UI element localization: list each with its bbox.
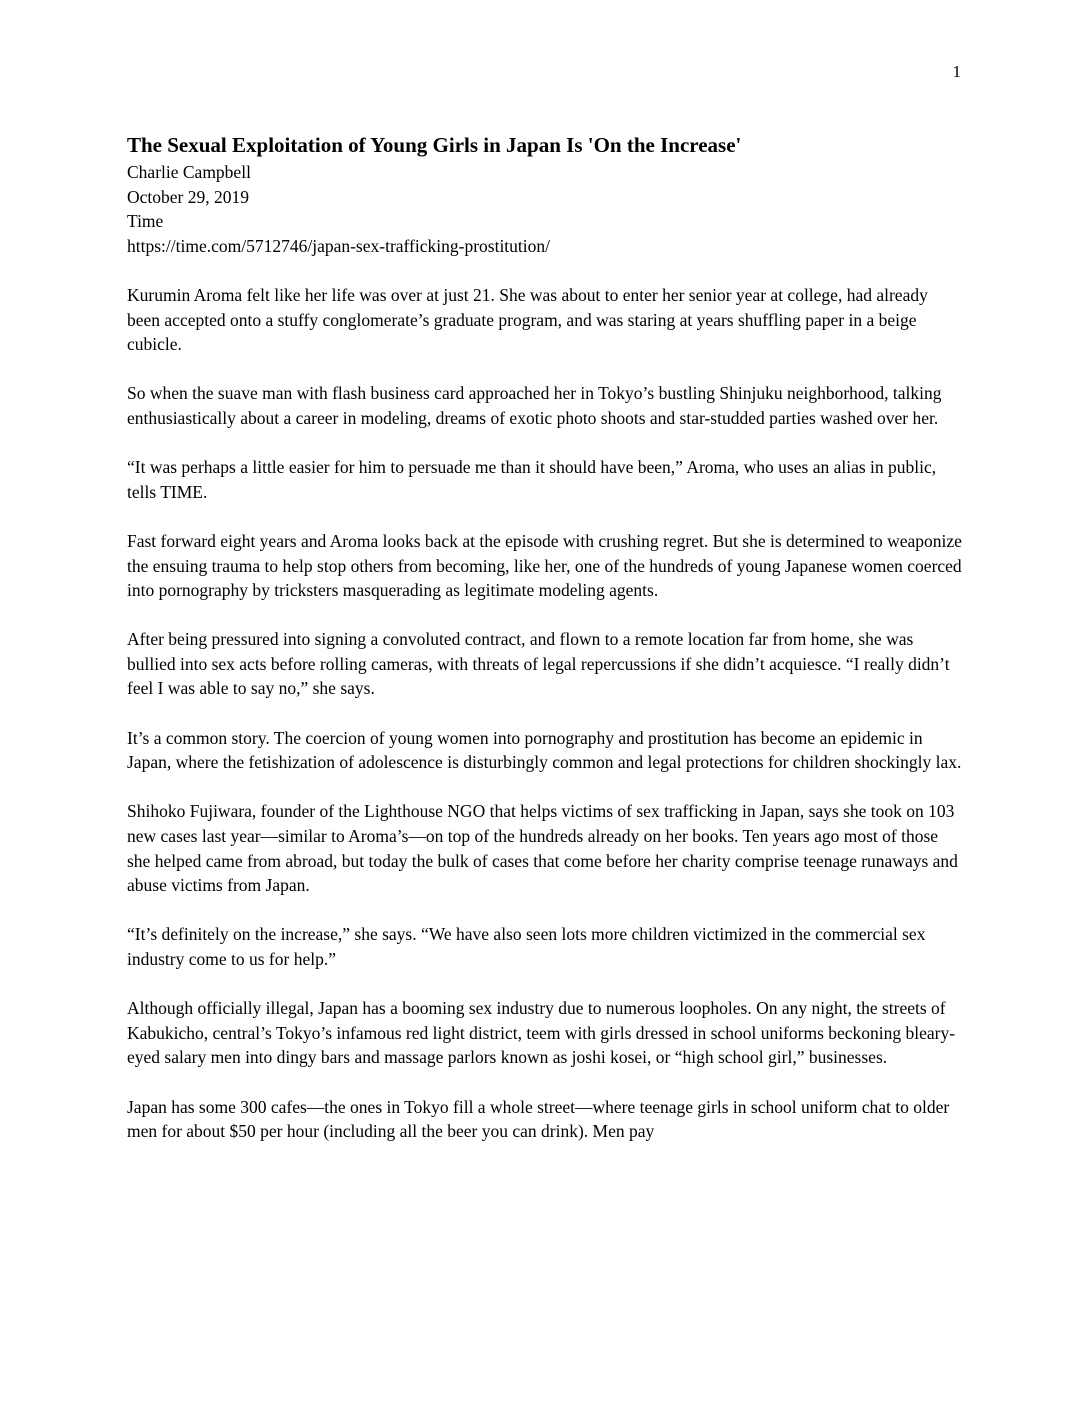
article-content	[127, 130, 965, 1144]
article-url: https://time.com/5712746/japan-sex-trafficking-prostitution/	[127, 235, 551, 256]
article-publication: Time	[127, 211, 164, 232]
paragraph: Fast forward eight years and Aroma looks back at the episode with crushing regret. But she is determined to weaponize the ensuing trauma to help stop others from becoming, like her, one of the hundreds of young Japanese women coerced into pornography by tricksters masquerading as legitimate modeling agents.	[127, 530, 962, 601]
paragraph: It’s a common story. The coercion of young women into pornography and prostitution has become an epidemic in Japan, where the fetishization of adolescence is disturbingly common and legal protections for children shockingly lax.	[127, 727, 962, 773]
paragraph: Although officially illegal, Japan has a booming sex industry due to numerous loopholes. On any night, the streets of Kabukicho, central’s Tokyo’s infamous red light district, teem with girls dressed in school uniforms beckoning bleary-eyed salary men into dingy bars and massage parlors known as joshi kosei, or “high school girl,” businesses.	[127, 998, 956, 1068]
page-number: 1	[952, 62, 961, 81]
paragraph: “It’s definitely on the increase,” she says. “We have also seen lots more children victimized in the commercial sex industry come to us for help.”	[127, 924, 926, 969]
article-title: The Sexual Exploitation of Young Girls in Japan Is 'On the Increase'	[127, 133, 742, 157]
paragraph: After being pressured into signing a convoluted contract, and flown to a remote location far from home, she was bullied into sex acts before rolling cameras, with threats of legal repercussions if she didn’t acquiesce. “I really didn’t feel I was able to say no,” she says.	[127, 629, 950, 699]
article-date: October 29, 2019	[127, 186, 249, 207]
article-author: Charlie Campbell	[127, 162, 251, 182]
paragraph: So when the suave man with flash business card approached her in Tokyo’s bustling Shinjuku neighborhood, talking enthusiastically about a career in modeling, dreams of exotic photo shoots and star-studded parties washed over her.	[127, 383, 942, 428]
paragraph: Kurumin Aroma felt like her life was over at just 21. She was about to enter her senior year at college, had already been accepted onto a stuffy conglomerate’s graduate program, and was staring at years shuffling paper in a beige cubicle.	[127, 284, 928, 355]
paragraph: Japan has some 300 cafes—the ones in Tokyo fill a whole street—where teenage girls in school uniform chat to older men for about $50 per hour (including all the beer you can drink). Men pay	[127, 1096, 950, 1142]
paragraph: Shihoko Fujiwara, founder of the Lighthouse NGO that helps victims of sex trafficking in Japan, says she took on 103 new cases last year—similar to Aroma’s—on top of the hundreds already on her books. Ten years ago most of those she helped came from abroad, but today the bulk of cases that come before her charity comprise teenage runaways and abuse victims from Japan.	[127, 801, 958, 896]
paragraph: “It was perhaps a little easier for him to persuade me than it should have been,” Aroma, who uses an alias in public, tells TIME.	[127, 457, 937, 502]
